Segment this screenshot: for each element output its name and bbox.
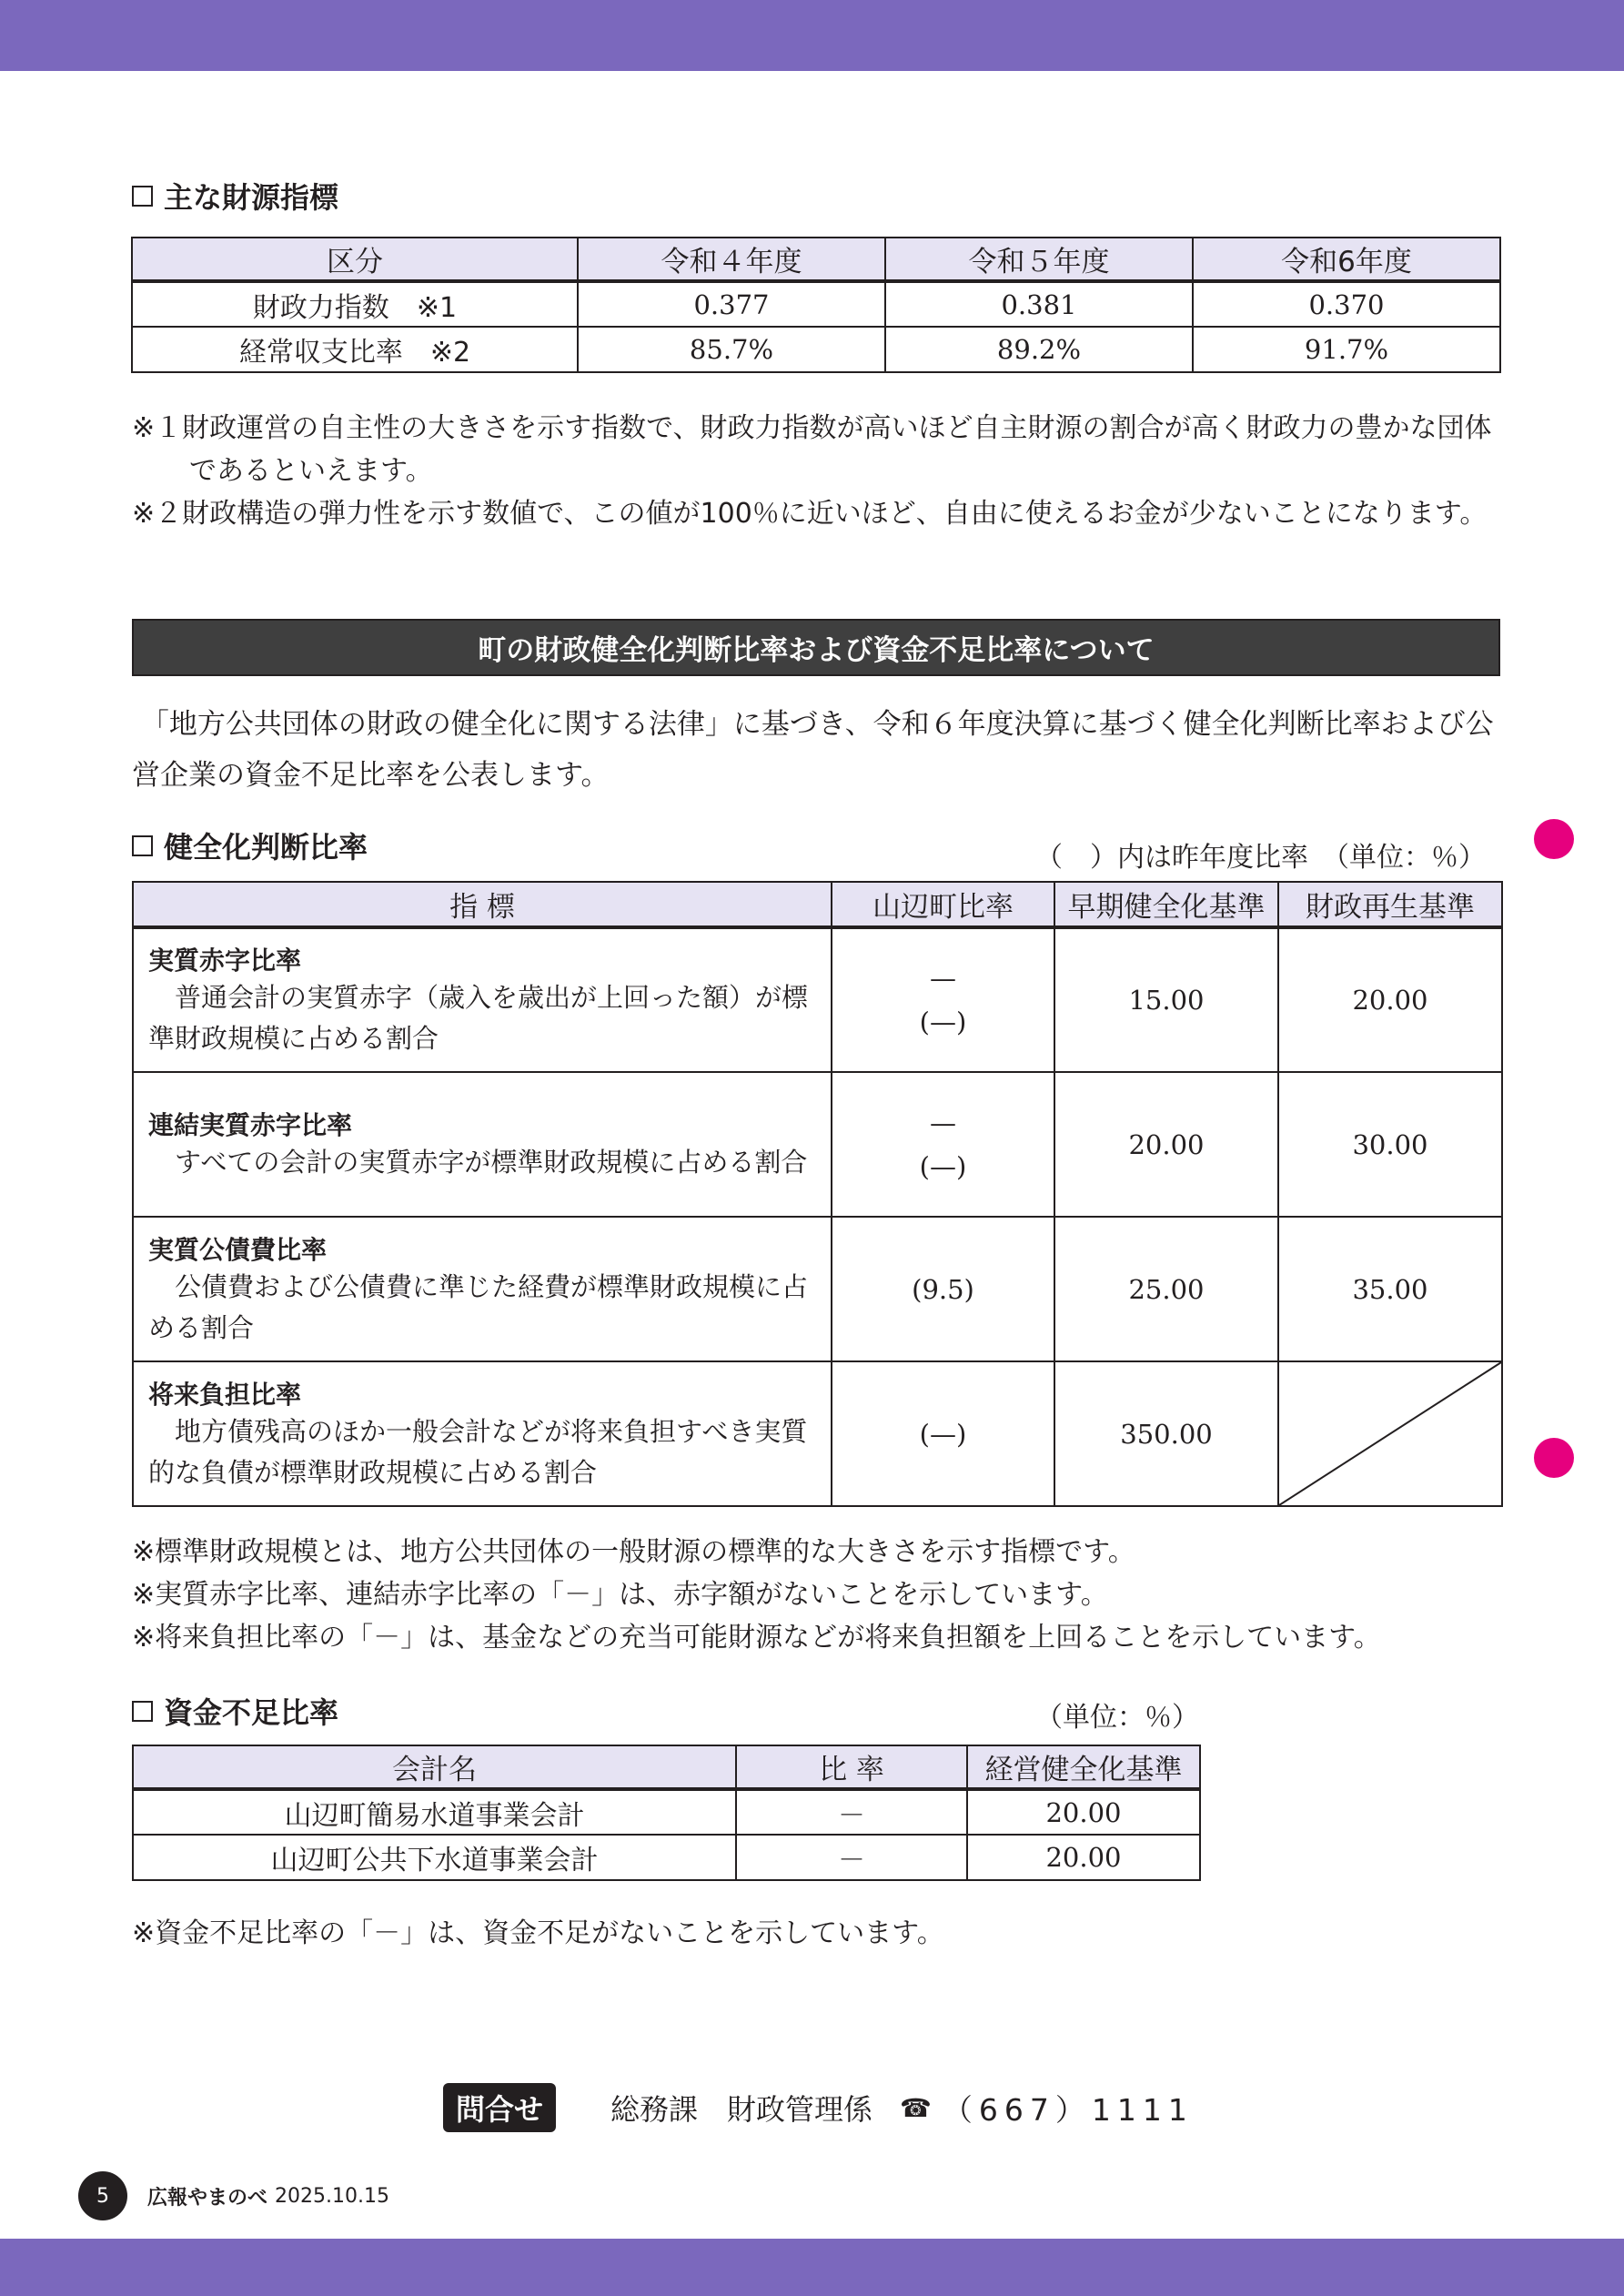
header-cell: 令和５年度: [885, 238, 1193, 281]
indicator-name: 実質公債費比率: [148, 1234, 328, 1265]
ratio-prev: (—): [919, 1150, 967, 1182]
header-cell: 会計名: [133, 1745, 736, 1789]
checkbox-square-icon: [132, 835, 153, 856]
table-row: [132, 281, 1500, 327]
ratio-cell: [832, 927, 1054, 1072]
early-standard-cell: 350.00: [1054, 1361, 1278, 1506]
margin-dot: [1534, 819, 1574, 859]
table-row: [133, 1789, 1200, 1835]
indicator-name: 実質赤字比率: [148, 946, 302, 976]
top-color-band: [0, 0, 1624, 71]
shortage-unit-note: （単位：％）: [1035, 1702, 1199, 1734]
contact-tag: 問合せ: [443, 2083, 556, 2132]
value-cell: 0.381: [885, 281, 1193, 327]
note-2: ※２財政構造の弾力性を示す数値で、この値が100％に近いほど、自由に使えるお金が少ないことになります。: [132, 498, 1488, 530]
table-row: [133, 927, 1502, 1072]
header-cell: 経営健全化基準: [967, 1745, 1200, 1789]
bottom-color-band: [0, 2239, 1624, 2296]
early-standard-cell: 20.00: [1054, 1072, 1278, 1217]
header-cell: 指 標: [133, 882, 832, 927]
intro-paragraph: 「地方公共団体の財政の健全化に関する法律」に基づき、令和６年度決算に基づく健全化判断比率および公営企業の資金不足比率を公表します。: [132, 708, 1494, 792]
ratio-prev: (9.5): [912, 1273, 974, 1305]
contact-line: [443, 2083, 1194, 2132]
fiscal-indicators-table: [131, 237, 1501, 373]
early-standard-cell: 15.00: [1054, 927, 1278, 1072]
not-applicable-cell: [1278, 1361, 1502, 1506]
standard-cell: 20.00: [967, 1835, 1200, 1880]
page-number: 5: [78, 2171, 127, 2220]
indicator-desc: すべての会計の実質赤字が標準財政規模に占める割合: [175, 1147, 808, 1178]
note-3: ※将来負担比率の「－」は、基金などの充当可能財源などが将来負担額を上回ることを示しています。: [132, 1622, 1381, 1654]
contact-department: 総務課 財政管理係: [610, 2092, 873, 2127]
ratio-cell: [832, 1072, 1054, 1217]
contact-phone: （667）1111: [942, 2091, 1194, 2128]
margin-dot: [1534, 1438, 1574, 1478]
indicator-desc: 地方債残高のほか一般会計などが将来負担すべき実質的な負債が標準財政規模に占める割合: [148, 1415, 808, 1488]
note-1: ※１財政運営の自主性の大きさを示す指数で、財政力指数が高いほど自主財源の割合が高く財政力の豊かな団体であるといえます。: [132, 412, 1492, 487]
rebuild-standard-cell: 35.00: [1278, 1217, 1502, 1361]
indicator-cell: [133, 927, 832, 1072]
shortage-title: 資金不足比率: [132, 1690, 338, 1732]
indicator-desc: 公債費および公債費に準じた経費が標準財政規模に占める割合: [148, 1270, 809, 1343]
shortage-note: ※資金不足比率の「－」は、資金不足がないことを示しています。: [132, 1917, 944, 1949]
indicator-cell: [133, 1217, 832, 1361]
ratio-prev: (—): [919, 1006, 967, 1037]
table-row: [133, 1072, 1502, 1217]
standard-cell: 20.00: [967, 1789, 1200, 1835]
soundness-table: [132, 881, 1503, 1507]
row-label: 経常収支比率 ※2: [132, 327, 578, 372]
header-cell: 比 率: [736, 1745, 967, 1789]
section-banner: 町の財政健全化判断比率および資金不足比率について: [132, 619, 1500, 676]
table-row: [133, 1361, 1502, 1506]
ratio-prev: (—): [919, 1418, 967, 1450]
soundness-title: 健全化判断比率: [132, 824, 368, 866]
indicator-cell: [133, 1361, 832, 1506]
fiscal-indicators-title: 主な財源指標: [132, 175, 338, 217]
row-label: 財政力指数 ※1: [132, 281, 578, 327]
header-cell: 財政再生基準: [1278, 882, 1502, 927]
ratio-current: —: [930, 1107, 956, 1138]
early-standard-cell: 25.00: [1054, 1217, 1278, 1361]
value-cell: 85.7%: [578, 327, 885, 372]
ratio-current: —: [930, 963, 956, 994]
value-cell: 0.377: [578, 281, 885, 327]
shortage-table: [132, 1745, 1201, 1881]
checkbox-square-icon: [132, 1701, 153, 1722]
ratio-cell: [832, 1217, 1054, 1361]
soundness-notes: [132, 1531, 1381, 1659]
ratio-cell: －: [736, 1835, 967, 1880]
fiscal-notes: [132, 407, 1501, 535]
value-cell: 89.2%: [885, 327, 1193, 372]
soundness-unit-note: （ ）内は昨年度比率 （単位：％）: [1035, 842, 1486, 874]
ratio-cell: [832, 1361, 1054, 1506]
account-name: 山辺町公共下水道事業会計: [133, 1835, 736, 1880]
value-cell: 91.7%: [1193, 327, 1500, 372]
note-2: ※実質赤字比率、連結赤字比率の「－」は、赤字額がないことを示しています。: [132, 1579, 1108, 1611]
ratio-cell: －: [736, 1789, 967, 1835]
value-cell: 0.370: [1193, 281, 1500, 327]
table-row: [133, 1217, 1502, 1361]
publication-date: 2025.10.15: [275, 2184, 389, 2208]
indicator-desc: 普通会計の実質赤字（歳入を歳出が上回った額）が標準財政規模に占める割合: [148, 982, 809, 1054]
table-row: [133, 1835, 1200, 1880]
indicator-name: 連結実質赤字比率: [148, 1110, 353, 1140]
note-1: ※標準財政規模とは、地方公共団体の一般財源の標準的な大きさを示す指標です。: [132, 1536, 1135, 1568]
diagonal-slash: [1279, 1362, 1501, 1505]
phone-icon: ☎: [900, 2092, 932, 2123]
header-cell: 早期健全化基準: [1054, 882, 1278, 927]
header-cell: 区分: [132, 238, 578, 281]
table-row: [132, 327, 1500, 372]
header-cell: 令和6年度: [1193, 238, 1500, 281]
publication-name: 広報やまのべ: [147, 2186, 268, 2210]
indicator-cell: [133, 1072, 832, 1217]
header-cell: 令和４年度: [578, 238, 885, 281]
account-name: 山辺町簡易水道事業会計: [133, 1789, 736, 1835]
rebuild-standard-cell: 30.00: [1278, 1072, 1502, 1217]
header-cell: 山辺町比率: [832, 882, 1054, 927]
rebuild-standard-cell: 20.00: [1278, 927, 1502, 1072]
page-footer: [78, 2171, 389, 2220]
checkbox-square-icon: [132, 186, 153, 207]
indicator-name: 将来負担比率: [148, 1379, 302, 1410]
